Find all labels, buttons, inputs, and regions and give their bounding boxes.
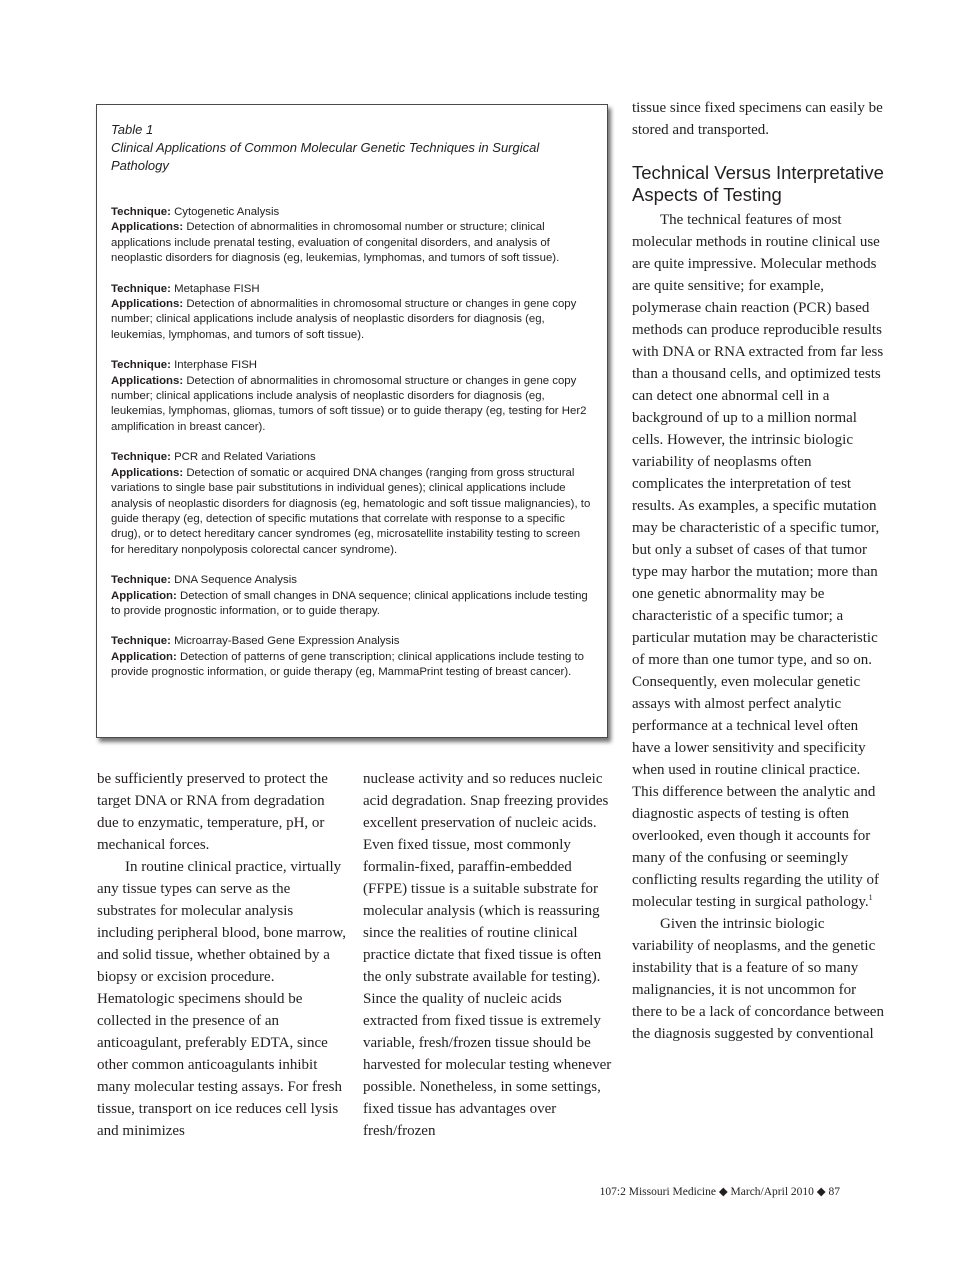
table-title: Clinical Applications of Common Molecular Genetic Techniques in Surgical Pathology: [111, 140, 540, 173]
reference-superscript: 1: [868, 893, 873, 902]
applications-label: Application:: [111, 589, 177, 602]
table-1: [96, 104, 608, 738]
technique-label: Technique:: [111, 635, 171, 648]
page-footer: 107:2 Missouri Medicine ◆ March/April 2010 ◆ 87: [599, 1186, 840, 1198]
technique-name: Cytogenetic Analysis: [174, 206, 280, 218]
applications-text: Detection of abnormalities in chromosomal structure or changes in gene copy number; clinical applications include analysis of neoplastic disorders for diagnosis (eg, leukemias, lymphomas, and tumors of soft tissue).: [111, 298, 577, 341]
body-column-1: [97, 768, 347, 1142]
table-entry: [111, 573, 593, 619]
table-entry: [111, 450, 593, 558]
technique-name: Metaphase FISH: [174, 282, 260, 295]
applications-label: Applications:: [111, 221, 184, 234]
section-heading: Technical Versus Interpretative Aspects of Testing: [632, 162, 884, 205]
table-entry: [111, 205, 593, 267]
paragraph: Given the intrinsic biologic variability of neoplasms, and the genetic instability that is a feature of so many malignancies, it is not uncommon for there to be a lack of concordance between the diagnosis suggested by conventional: [632, 916, 884, 1042]
paragraph: be sufficiently preserved to protect the target DNA or RNA from degradation due to enzymatic, temperature, pH, or mechanical forces.: [97, 771, 328, 853]
technique-label: Technique:: [111, 451, 171, 464]
technique-label: Technique:: [111, 282, 171, 295]
paragraph: [632, 209, 884, 913]
paragraph: nuclease activity and so reduces nucleic acid degradation. Snap freezing provides excellent preservation of nucleic acids. Even fixed tissue, most commonly formalin-fixed, paraffin-embedded (FFPE) tissue is a suitable substrate for molecular analysis (which is reassuring since the realities of routine clinical practice dictate that fixed tissue is often the only substrate available for testing). Since the quality of nucleic acids extracted from fixed tissue is extremely variable, fresh/frozen tissue should be harvested for molecular testing whenever possible. Nonetheless, in some settings, fixed tissue has advantages over fresh/frozen: [363, 771, 612, 1139]
applications-label: Applications:: [111, 298, 184, 311]
technique-label: Technique:: [111, 359, 171, 372]
applications-text: Detection of abnormalities in chromosomal number or structure; clinical applications include prenatal testing, evaluation of congenital disorders, and analysis of neoplastic disorders for diagnosis (eg, leukemias, lymphomas, and tumors of soft tissue).: [111, 221, 560, 265]
technique-name: Microarray-Based Gene Expression Analysis: [174, 635, 400, 648]
paragraph-text: The technical features of most molecular methods in routine clinical use are quite impressive. Molecular methods are quite sensitive; for example, polymerase chain reaction (PCR) based methods can produce reproducible results with DNA or RNA extracted from far less than a thousand cells, and optimized tests can detect one abnormal cell in a background of up to a million normal cells. However, the intrinsic biologic variability of neoplasms often complicates the interpretation of test results. As examples, a specific mutation may be characteristic of a specific tumor, but only a subset of cases of that tumor type may harbor the mutation; more than one genetic abnormality may be characteristic of a specific tumor; a particular mutation may be characteristic of more than one tumor type, and so on. Consequently, even molecular genetic assays with almost perfect analytic performance at a technical level often have a lower sensitivity and specificity when used in routine clinical practice. This difference between the analytic and diagnostic aspects of testing is often overlooked, even though it accounts for many of the confusing or seemingly conflicting results regarding the utility of molecular testing in surgical pathology.: [632, 212, 884, 910]
applications-text: Detection of small changes in DNA sequence; clinical applications include testing to provide prognostic information, or to guide therapy.: [111, 589, 588, 617]
table-entry: [111, 358, 593, 435]
technique-label: Technique:: [111, 574, 171, 587]
paragraph: tissue since fixed specimens can easily be stored and transported.: [632, 100, 883, 138]
applications-text: Detection of patterns of gene transcription; clinical applications include testing to provide prognostic information, or guide therapy (eg, MammaPrint testing of breast cancer).: [111, 650, 584, 679]
applications-text: Detection of somatic or acquired DNA changes (ranging from gross structural variations to single base pair substitutions in individual genes); clinical applications include analysis of neoplastic disorders for diagnosis (eg, hematologic and soft tissue malignancies), to guide therapy (eg, detection of specific mutations that correlate with response to a specific drug), or to detect hereditary cancer syndromes (eg, microsatellite instability testing to screen for hereditary nonpolyposis colorectal cancer syndrome).: [111, 466, 591, 556]
applications-label: Applications:: [111, 374, 184, 387]
technique-name: PCR and Related Variations: [174, 451, 316, 464]
table-label: Table 1: [111, 122, 154, 137]
table-entry: [111, 282, 593, 344]
applications-label: Application:: [111, 650, 177, 663]
applications-text: Detection of abnormalities in chromosomal structure or changes in gene copy number; clinical applications include analysis of neoplastic disorders for diagnosis (eg, leukemias, lymphomas, gliomas, tumors of soft tissue) or to guide therapy (eg, testing for Her2 amplification in breast cancer).: [111, 374, 587, 433]
paragraph: In routine clinical practice, virtually any tissue types can serve as the substrates for molecular analysis including peripheral blood, bone marrow, and solid tissue, whether obtained by a biopsy or excision procedure. Hematologic specimens should be collected in the presence of an anticoagulant, preferably EDTA, since other common anticoagulants inhibit many molecular testing assays. For fresh tissue, transport on ice reduces cell lysis and minimizes: [97, 859, 346, 1139]
technique-name: DNA Sequence Analysis: [174, 574, 297, 587]
technique-name: Interphase FISH: [174, 359, 258, 372]
body-column-2: [363, 768, 615, 1142]
technique-label: Technique:: [111, 206, 171, 218]
applications-label: Applications:: [111, 466, 184, 479]
table-entry: [111, 634, 593, 680]
body-column-3: [632, 97, 884, 1045]
